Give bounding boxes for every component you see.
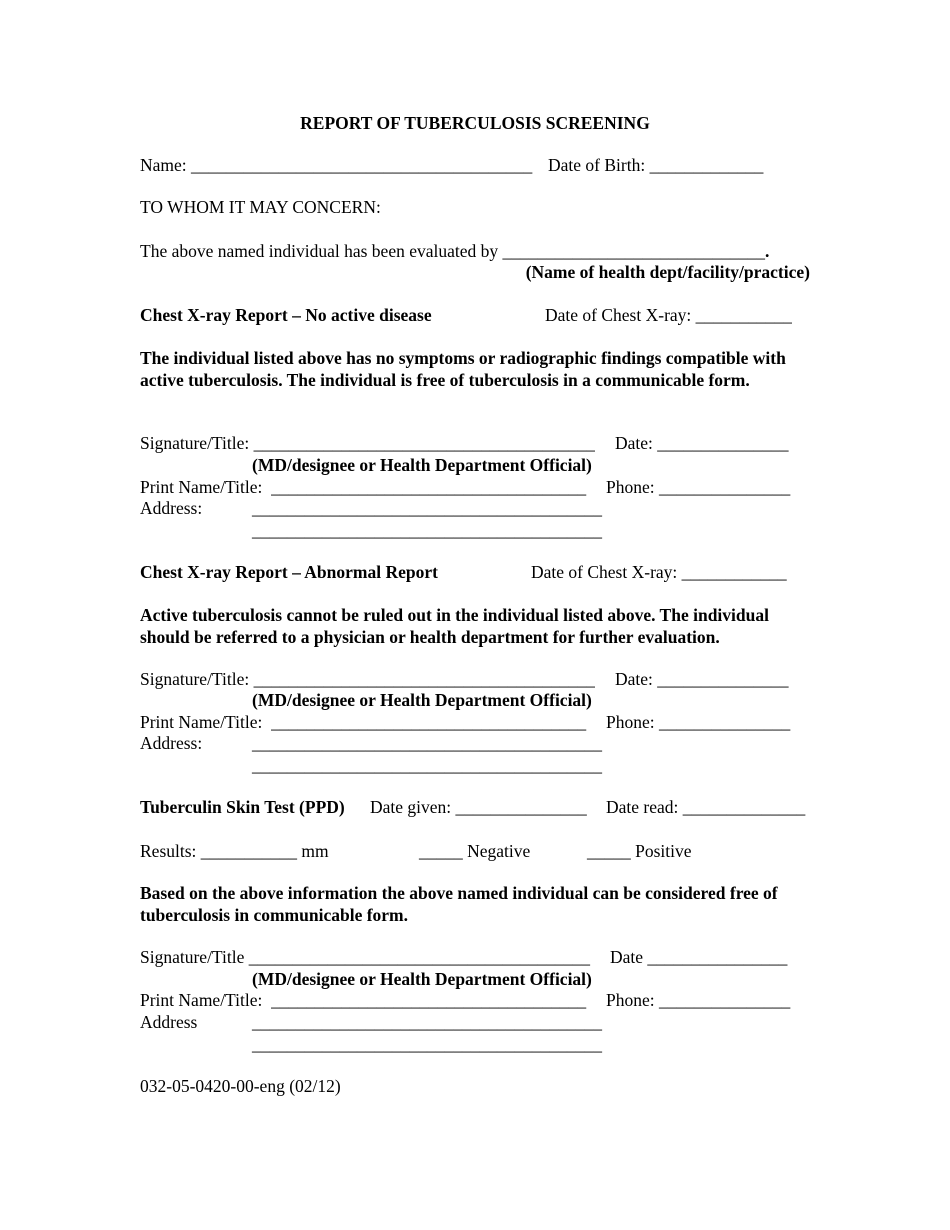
official-caption: (MD/designee or Health Department Official) <box>252 455 592 475</box>
skin-test-statement: Based on the above information the above named individual can be considered free of tuberculosis in communicable form. <box>140 883 778 925</box>
section-heading-abnormal-report: Chest X-ray Report – Abnormal Report <box>140 562 438 582</box>
salutation: TO WHOM IT MAY CONCERN: <box>140 197 381 217</box>
print-name-field[interactable]: Print Name/Title: ____________________________________ <box>140 477 587 497</box>
section-heading-skin-test: Tuberculin Skin Test (PPD) <box>140 797 345 817</box>
section-heading-no-active-disease: Chest X-ray Report – No active disease <box>140 305 432 325</box>
phone-field[interactable]: Phone: _______________ <box>606 712 791 732</box>
signature-date-field[interactable]: Date ________________ <box>610 947 788 967</box>
phone-field[interactable]: Phone: _______________ <box>606 477 791 497</box>
print-name-field[interactable]: Print Name/Title: ____________________________________ <box>140 990 587 1010</box>
print-name-field[interactable]: Print Name/Title: ____________________________________ <box>140 712 587 732</box>
address-line-2[interactable]: ________________________________________ <box>252 520 602 540</box>
address-label: Address: <box>140 498 203 518</box>
dob-field[interactable]: Date of Birth: _____________ <box>548 155 764 175</box>
signature-field[interactable]: Signature/Title: _______________________________________ <box>140 433 595 453</box>
signature-date-field[interactable]: Date: _______________ <box>615 669 789 689</box>
date-read-field[interactable]: Date read: ______________ <box>606 797 806 817</box>
evaluated-by-field[interactable]: The above named individual has been evaluated by ______________________________. <box>140 241 770 261</box>
no-active-disease-statement: The individual listed above has no symptoms or radiographic findings compatible with active tuberculosis. The individual is free of tuberculosis in a communicable form. <box>140 348 786 390</box>
signature-field[interactable]: Signature/Title: _______________________________________ <box>140 669 595 689</box>
positive-field[interactable]: _____ Positive <box>587 841 692 861</box>
official-caption: (MD/designee or Health Department Official) <box>252 969 592 989</box>
address-line-1[interactable]: ________________________________________ <box>252 733 602 753</box>
evaluated-by-caption: (Name of health dept/facility/practice) <box>525 262 810 282</box>
address-line-1[interactable]: ________________________________________ <box>252 498 602 518</box>
chest-xray-date-field[interactable]: Date of Chest X-ray: ___________ <box>545 305 792 325</box>
signature-date-field[interactable]: Date: _______________ <box>615 433 789 453</box>
signature-field[interactable]: Signature/Title _______________________________________ <box>140 947 590 967</box>
results-mm-field[interactable]: Results: ___________ mm <box>140 841 329 861</box>
address-line-2[interactable]: ________________________________________ <box>252 1034 602 1054</box>
address-label: Address <box>140 1012 198 1032</box>
negative-field[interactable]: _____ Negative <box>419 841 531 861</box>
form-number: 032-05-0420-00-eng (02/12) <box>140 1076 341 1096</box>
address-label: Address: <box>140 733 203 753</box>
phone-field[interactable]: Phone: _______________ <box>606 990 791 1010</box>
chest-xray-date-field[interactable]: Date of Chest X-ray: ____________ <box>531 562 787 582</box>
name-field[interactable]: Name: _______________________________________ <box>140 155 533 175</box>
address-line-2[interactable]: ________________________________________ <box>252 755 602 775</box>
form-title: REPORT OF TUBERCULOSIS SCREENING <box>300 113 650 133</box>
address-line-1[interactable]: ________________________________________ <box>252 1012 602 1032</box>
date-given-field[interactable]: Date given: _______________ <box>370 797 587 817</box>
abnormal-report-statement: Active tuberculosis cannot be ruled out in the individual listed above. The individual should be referred to a physician or health department for further evaluation. <box>140 605 769 647</box>
official-caption: (MD/designee or Health Department Official) <box>252 690 592 710</box>
